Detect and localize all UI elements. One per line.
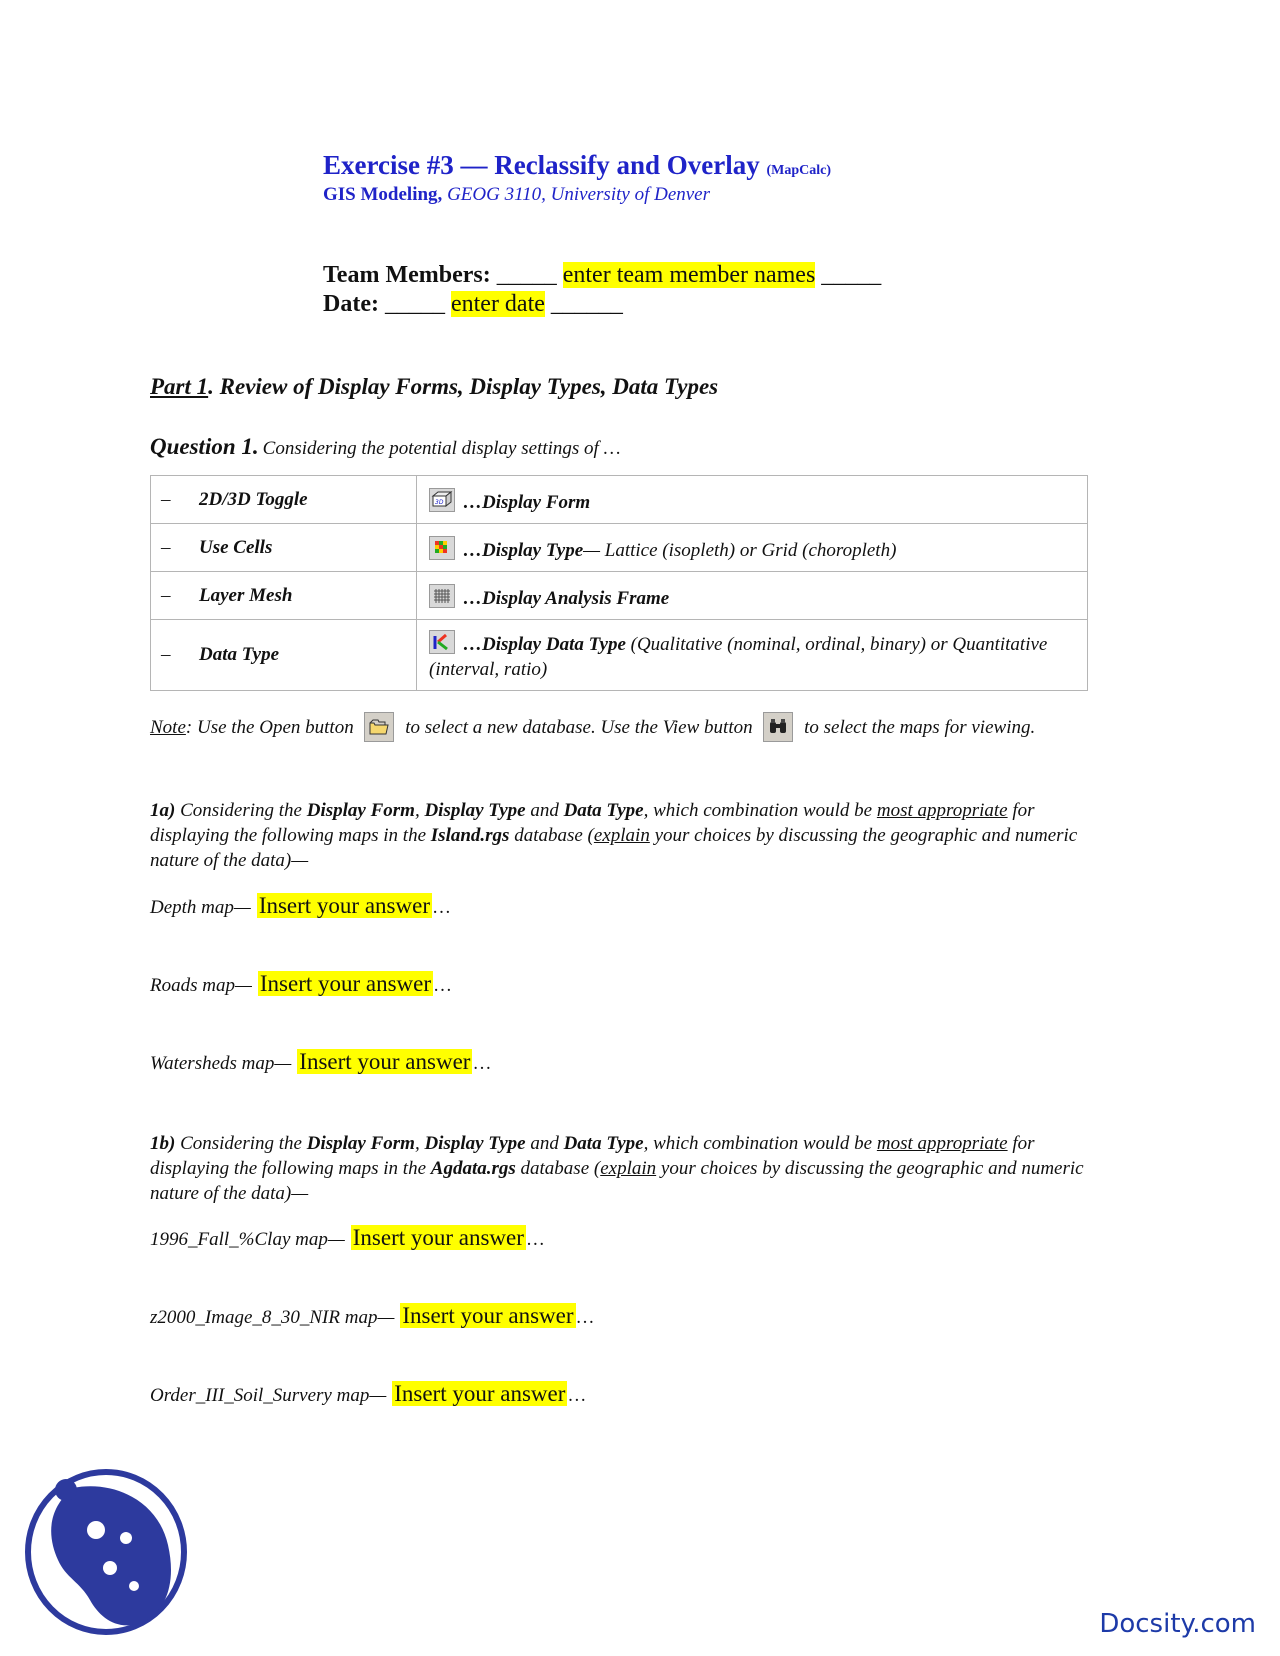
q1b-database: Agdata.rgs <box>430 1158 516 1179</box>
question1-heading: Question 1. <box>150 434 259 459</box>
desc-bold: …Display Data Type <box>463 634 626 655</box>
team-blank-left: _____ <box>496 262 557 288</box>
table-row <box>151 572 1088 620</box>
answer-ellipsis: … <box>525 1229 545 1250</box>
data-type-icon[interactable] <box>429 630 455 654</box>
table-row <box>151 620 1088 691</box>
q1b-text: and <box>525 1133 564 1154</box>
date-blank-right: ______ <box>550 291 623 317</box>
table-row <box>151 524 1088 572</box>
description-cell <box>417 620 1088 691</box>
team-members-label: Team Members: <box>323 262 491 288</box>
answer-label: 1996_Fall_%Clay map— <box>150 1229 345 1250</box>
toggle-label: 2D/3D Toggle <box>199 488 308 510</box>
q1b-bold: Data Type <box>563 1133 644 1154</box>
q1a-text: your choices by discussing the geographic and numeric nature of the data)— <box>150 825 1078 871</box>
q1a-text: database ( <box>509 825 594 846</box>
desc-bold: …Display Analysis Frame <box>463 587 670 609</box>
table-row <box>151 476 1088 524</box>
desc-bold: …Display Type <box>463 539 584 561</box>
answer-clay <box>150 1225 545 1251</box>
note-text-1: : Use the Open button <box>185 717 354 738</box>
answer-nir <box>150 1303 595 1329</box>
desc-bold: …Display Form <box>463 491 591 513</box>
answer-label: Watersheds map— <box>150 1053 292 1074</box>
desc-text: (Qualitative (nominal, ordinal, binary) or Quantitative (interval, ratio) <box>429 634 1048 680</box>
note-label: Note <box>150 717 186 738</box>
question1-text: Considering the potential display settings of … <box>262 438 621 459</box>
answer-field[interactable]: Insert your answer <box>394 1381 566 1406</box>
q1a-text: for displaying the following maps in the <box>150 800 1035 846</box>
part1-heading <box>150 374 718 400</box>
note-text-2: to select a new database. Use the View button <box>405 717 753 738</box>
answer-ellipsis: … <box>433 975 453 996</box>
toggle-cell <box>151 620 417 691</box>
answer-roads <box>150 971 452 997</box>
toggle-cell <box>151 572 417 620</box>
team-members-field[interactable]: enter team member names <box>562 262 816 288</box>
open-folder-icon[interactable] <box>364 712 394 742</box>
q1b-underline: most appropriate <box>876 1133 1008 1154</box>
docsity-logo-icon <box>18 1460 193 1645</box>
description-cell <box>417 476 1088 524</box>
subtitle-bold: GIS Modeling, <box>323 184 443 205</box>
question1 <box>150 434 620 460</box>
q1b-text: database ( <box>515 1158 601 1179</box>
team-blank-right: _____ <box>821 262 882 288</box>
row-dash: – <box>161 644 171 665</box>
answer-field[interactable]: Insert your answer <box>352 1225 524 1250</box>
q1b-text: for displaying the following maps in the <box>150 1133 1035 1179</box>
answer-label: z2000_Image_8_30_NIR map— <box>150 1307 395 1328</box>
answer-watersheds <box>150 1049 491 1075</box>
answer-ellipsis: … <box>567 1385 587 1406</box>
answer-field[interactable]: Insert your answer <box>259 971 432 996</box>
answer-field[interactable]: Insert your answer <box>402 1303 574 1328</box>
date-label: Date: <box>323 291 379 317</box>
q1a-text: , <box>414 800 425 821</box>
row-dash: – <box>161 536 171 558</box>
desc-text: — Lattice (isopleth) or Grid (choropleth) <box>583 539 897 561</box>
q1b-bold: Display Form <box>306 1133 415 1154</box>
q1b-text: , <box>414 1133 425 1154</box>
question-1b <box>150 1131 1100 1206</box>
q1b-bold: Display Type <box>424 1133 526 1154</box>
part1-title: . Review of Display Forms, Display Types, Data Types <box>208 374 719 399</box>
row-dash: – <box>161 488 171 510</box>
svg-text:3D: 3D <box>435 498 444 506</box>
binoculars-icon[interactable] <box>763 712 793 742</box>
display-form-icon[interactable] <box>429 488 455 512</box>
answer-label: Depth map— <box>150 897 251 918</box>
q1b-underline: explain <box>600 1158 657 1179</box>
q1b-text: Considering the <box>175 1133 307 1154</box>
q1b-text: your choices by discussing the geographic and numeric nature of the data)— <box>150 1158 1084 1204</box>
q1a-text: and <box>525 800 564 821</box>
answer-depth <box>150 893 451 919</box>
title-text: Exercise #3 — Reclassify and Overlay <box>323 150 760 180</box>
q1a-database: Island.rgs <box>430 825 510 846</box>
toggle-cell <box>151 476 417 524</box>
page-subtitle <box>323 184 710 206</box>
layer-mesh-icon[interactable] <box>429 584 455 608</box>
answer-field[interactable]: Insert your answer <box>258 893 430 918</box>
answer-field[interactable]: Insert your answer <box>299 1049 471 1074</box>
question-1a <box>150 798 1100 873</box>
display-type-icon[interactable] <box>429 536 455 560</box>
q1a-bold: Data Type <box>563 800 644 821</box>
display-settings-table <box>150 475 1088 691</box>
answer-label: Roads map— <box>150 975 252 996</box>
row-dash: – <box>161 584 171 606</box>
title-small: (MapCalc) <box>766 163 831 178</box>
note-line <box>150 712 1035 742</box>
q1a-underline: explain <box>593 825 650 846</box>
answer-ellipsis: … <box>472 1053 492 1074</box>
q1b-number: 1b) <box>150 1133 176 1154</box>
page-title <box>323 150 831 181</box>
q1a-text: Considering the <box>175 800 307 821</box>
q1a-text: , which combination would be <box>643 800 877 821</box>
description-cell <box>417 572 1088 620</box>
subtitle-course: GEOG 3110, University of Denver <box>447 184 711 205</box>
answer-label: Order_III_Soil_Survery map— <box>150 1385 387 1406</box>
q1a-bold: Display Form <box>306 800 415 821</box>
brand-name[interactable]: Docsity.com <box>1099 1609 1256 1639</box>
date-blank-left: _____ <box>384 291 445 317</box>
date-line <box>323 291 623 318</box>
q1a-bold: Display Type <box>424 800 526 821</box>
answer-ellipsis: … <box>575 1307 595 1328</box>
q1a-number: 1a) <box>150 800 176 821</box>
q1b-text: , which combination would be <box>643 1133 877 1154</box>
answer-soil-survey <box>150 1381 586 1407</box>
note-text-3: to select the maps for viewing. <box>804 717 1036 738</box>
toggle-cell <box>151 524 417 572</box>
toggle-label: Data Type <box>199 644 280 665</box>
q1a-underline: most appropriate <box>876 800 1008 821</box>
team-members-line <box>323 262 881 289</box>
toggle-label: Layer Mesh <box>199 584 293 606</box>
description-cell <box>417 524 1088 572</box>
date-field[interactable]: enter date <box>450 291 545 317</box>
answer-ellipsis: … <box>431 897 451 918</box>
part1-label: Part 1 <box>150 374 209 399</box>
toggle-label: Use Cells <box>199 536 273 558</box>
